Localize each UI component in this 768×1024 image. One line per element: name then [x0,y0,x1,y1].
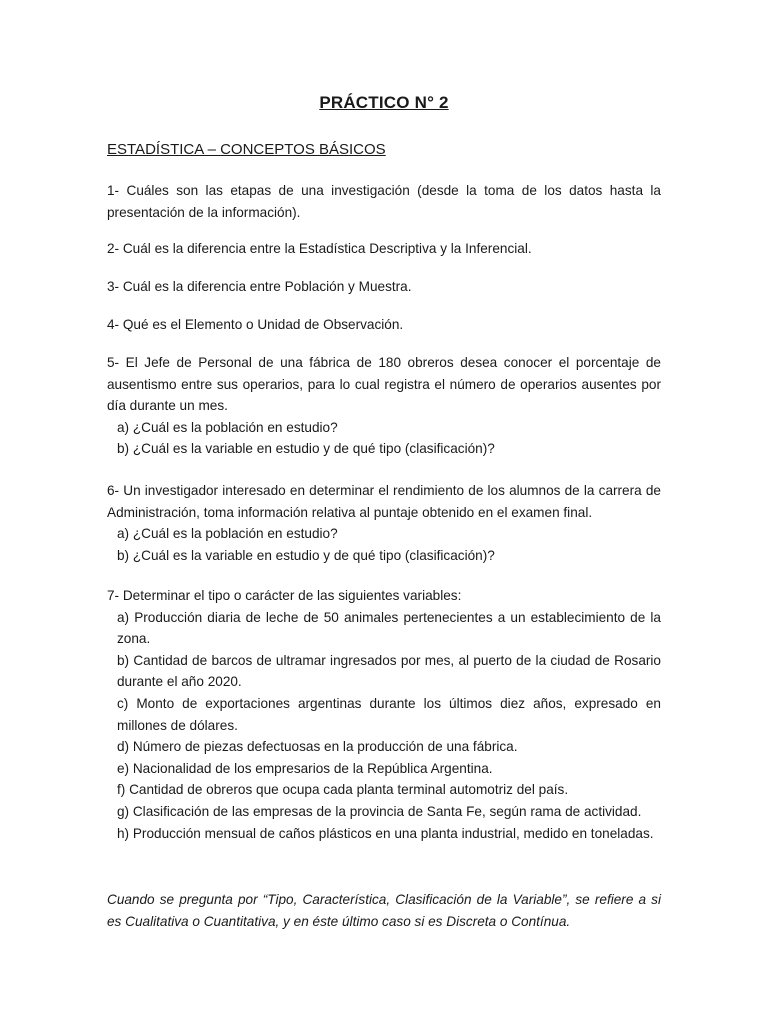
question-7-c: c) Monto de exportaciones argentinas durante los últimos diez años, expresado en millones de dólares. [117,695,661,733]
question-3: 3- Cuál es la diferencia entre Población y Muestra. [107,279,412,294]
question-7-a: a) Producción diaria de leche de 50 animales pertenecientes a un establecimiento de la zona. [117,609,661,647]
question-6 [107,480,661,566]
question-6-text: 6- Un investigador interesado en determinar el rendimiento de los alumnos de la carrera de Administración, toma información relativa al puntaje obtenido en el examen final. [107,483,661,520]
question-6-b: b) ¿Cuál es la variable en estudio y de qué tipo (clasificación)? [117,547,495,563]
section-subtitle: ESTADÍSTICA – CONCEPTOS BÁSICOS [107,141,386,158]
question-5 [107,352,661,460]
question-7-f: f) Cantidad de obreros que ocupa cada planta terminal automotriz del país. [117,782,569,798]
question-7-b: b) Cantidad de barcos de ultramar ingresados por mes, al puerto de la ciudad de Rosario durante el año 2020. [117,652,661,690]
question-7-g: g) Clasificación de las empresas de la provincia de Santa Fe, según rama de actividad. [117,803,642,819]
question-2: 2- Cuál es la diferencia entre la Estadística Descriptiva y la Inferencial. [107,241,532,256]
question-7-h: h) Producción mensual de caños plásticos en una planta industrial, medido en toneladas. [117,825,654,841]
question-6-a: a) ¿Cuál es la población en estudio? [117,526,338,542]
question-1: 1- Cuáles son las etapas de una investigación (desde la toma de los datos hasta la presentación de la información). [107,183,661,220]
question-7-d: d) Número de piezas defectuosas en la producción de una fábrica. [117,739,518,755]
question-5-b: b) ¿Cuál es la variable en estudio y de qué tipo (clasificación)? [117,441,495,457]
question-7 [107,585,661,844]
question-4: 4- Qué es el Elemento o Unidad de Observación. [107,317,404,332]
footnote: Cuando se pregunta por “Tipo, Característica, Clasificación de la Variable”, se refiere a si es Cualitativa o Cuantitativa, y en éste último caso si es Discreta o Contínua. [107,892,661,929]
question-5-a: a) ¿Cuál es la población en estudio? [117,419,338,435]
question-5-text: 5- El Jefe de Personal de una fábrica de 180 obreros desea conocer el porcentaje de ausentismo entre sus operarios, para lo cual registra el número de operarios ausentes por día durante un mes. [107,355,661,414]
page-title: PRÁCTICO N° 2 [319,93,449,112]
question-7-text: 7- Determinar el tipo o carácter de las siguientes variables: [107,588,462,603]
question-7-e: e) Nacionalidad de los empresarios de la República Argentina. [117,760,493,776]
